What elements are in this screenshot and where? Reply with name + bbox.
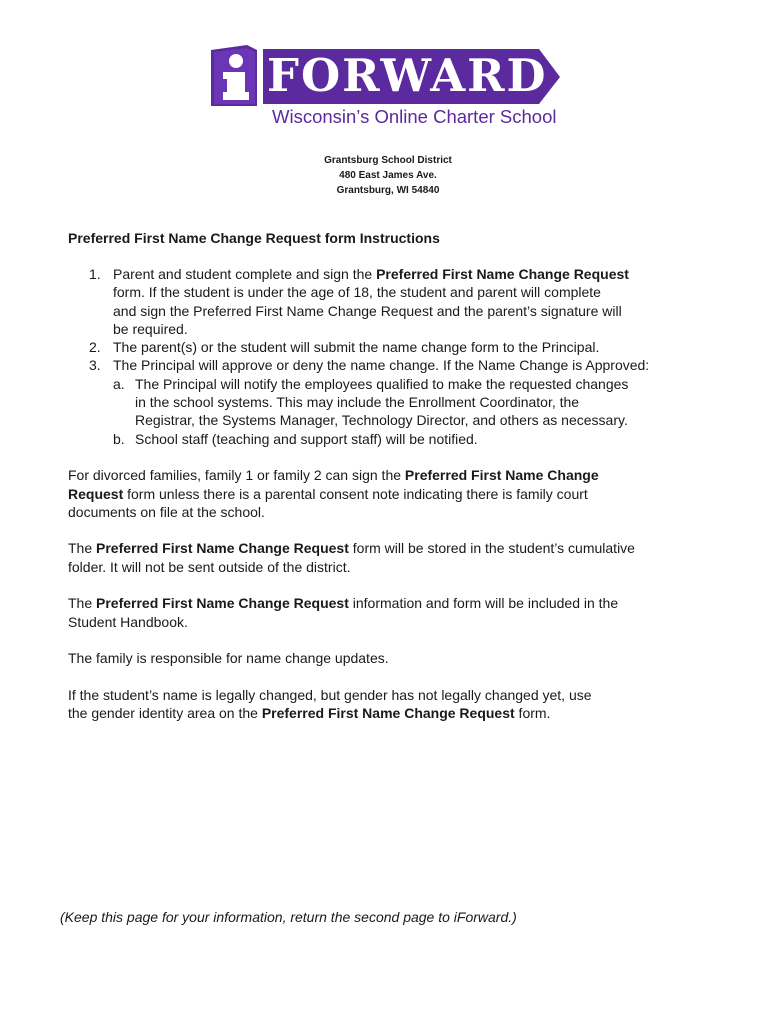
list-item (68, 356, 718, 374)
text-run: form. (514, 705, 551, 722)
sub-list-item (68, 375, 718, 430)
text-line (135, 411, 718, 429)
instructions-list (68, 265, 718, 448)
instructions-paragraphs (68, 466, 718, 722)
bold-form-name: Preferred First Name Change (404, 467, 599, 484)
text-line (113, 302, 718, 320)
list-number: 1. (89, 266, 101, 282)
text-line (113, 283, 718, 301)
text-run: folder. It will not be sent outside of the district. (68, 558, 351, 575)
text-line (113, 338, 718, 356)
logo-tagline: Wisconsin’s Online Charter School (272, 106, 557, 127)
text-line (68, 704, 718, 722)
text-run: School staff (teaching and support staff) will be notified. (135, 430, 478, 447)
address-line: Grantsburg, WI 54840 (336, 185, 440, 196)
text-run: For divorced families, family 1 or family 2 can sign the (68, 467, 405, 484)
instructions-body (68, 265, 718, 722)
text-line (68, 594, 718, 612)
list-item (68, 265, 718, 338)
paragraph (68, 466, 718, 521)
text-run: The (68, 595, 97, 612)
text-line (68, 649, 718, 667)
text-run: The family is responsible for name change updates. (68, 650, 389, 667)
text-line (68, 485, 718, 503)
text-line (113, 356, 718, 374)
text-line (68, 539, 718, 557)
text-run: The Principal will approve or deny the name change. If the Name Change is Approved: (113, 357, 650, 374)
text-run: Registrar, the Systems Manager, Technology Director, and others as necessary. (135, 412, 628, 429)
list-number: 2. (89, 339, 101, 356)
iforward-logo (211, 40, 571, 135)
district-address (250, 153, 526, 198)
address-line: 480 East James Ave. (339, 170, 437, 181)
bold-form-name: Preferred First Name Change Request (96, 595, 349, 612)
text-run: The parent(s) or the student will submit the name change form to the Principal. (113, 339, 600, 356)
text-run: If the student’s name is legally changed, but gender has not legally changed yet, use (68, 686, 592, 703)
text-run: Student Handbook. (68, 613, 188, 630)
text-run: the gender identity area on the (68, 705, 262, 722)
text-line (68, 466, 718, 484)
address-line: Grantsburg School District (324, 155, 452, 166)
list-number: 3. (89, 357, 101, 374)
text-line (68, 558, 718, 576)
bold-form-name: Request (68, 485, 124, 502)
paragraph (68, 594, 718, 631)
text-run: documents on file at the school. (68, 503, 265, 520)
text-run: Parent and student complete and sign the (113, 266, 377, 282)
paragraph (68, 649, 718, 667)
text-line (68, 613, 718, 631)
logo-i-dot (229, 54, 243, 68)
sub-list-letter: b. (113, 430, 125, 447)
logo-i-foot (223, 92, 249, 100)
text-run: form will be stored in the student’s cumulative (348, 540, 635, 557)
text-run: be required. (113, 320, 188, 337)
text-run: form. If the student is under the age of 18, the student and parent will complete (113, 284, 601, 301)
sub-list-letter: a. (113, 375, 125, 392)
text-run: in the school systems. This may include the Enrollment Coordinator, the (135, 394, 580, 411)
paragraph (68, 686, 718, 723)
text-line (68, 503, 718, 521)
text-line (113, 265, 718, 283)
text-line (135, 393, 718, 411)
text-run: information and form will be included in the (348, 595, 619, 612)
paragraph (68, 539, 718, 576)
list-item (68, 338, 718, 356)
bold-form-name: Preferred First Name Change Request (261, 705, 515, 722)
text-run: form unless there is a parental consent note indicating there is family court (123, 485, 588, 502)
text-line (68, 686, 718, 704)
bold-form-name: Preferred First Name Change Request (96, 540, 349, 557)
logo-i-cap (223, 72, 233, 79)
bold-form-name: Preferred First Name Change Request (376, 266, 629, 282)
text-run: and sign the Preferred First Name Change Request and the parent’s signature will (113, 302, 622, 319)
footer-note: (Keep this page for your information, return the second page to iForward.) (60, 909, 517, 925)
logo-wordmark: FORWARD (267, 48, 548, 102)
text-line (135, 430, 718, 448)
text-run: The (68, 540, 97, 557)
text-run: The Principal will notify the employees qualified to make the requested changes (135, 375, 629, 392)
text-line (135, 375, 718, 393)
sub-list-item (68, 430, 718, 448)
page-title: Preferred First Name Change Request form Instructions (68, 230, 440, 246)
text-line (113, 320, 718, 338)
